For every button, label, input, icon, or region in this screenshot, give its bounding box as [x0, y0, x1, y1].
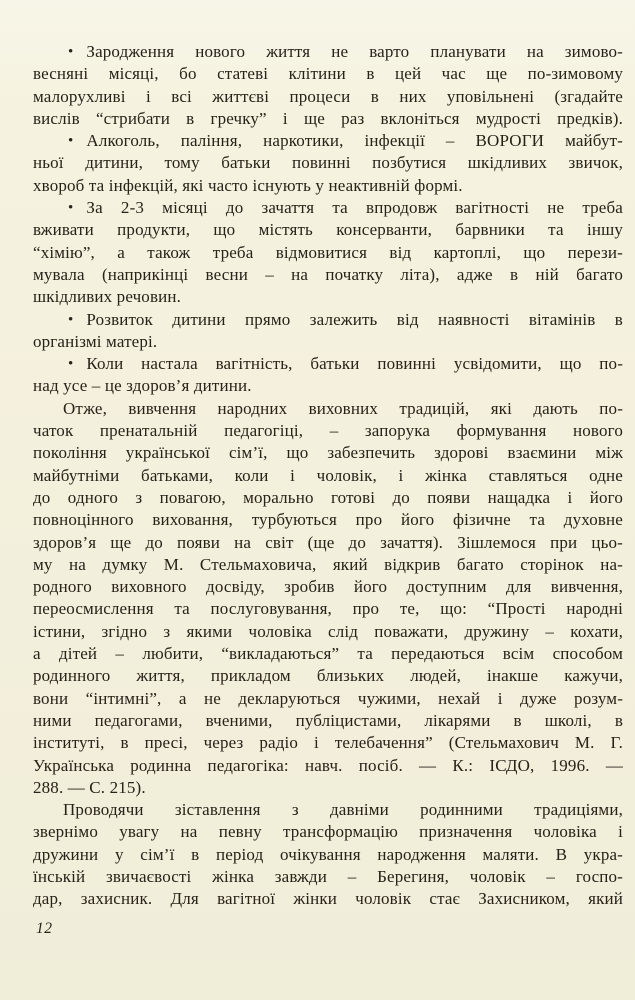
text-line [33, 353, 623, 375]
text-line: майбутніми батьками, коли і чоловік, і жінка ставляться одне [33, 465, 623, 485]
bullet-paragraph [33, 353, 623, 398]
text-line: Проводячи зіставлення з давніми родинними традиціями, [63, 800, 623, 820]
text-block [33, 41, 623, 911]
bullet-icon: • [68, 356, 74, 373]
bullet-icon: • [68, 133, 74, 150]
text-line: покоління української сім’ї, що забезпечить здорові взаємини між [33, 443, 623, 463]
text-line: дар, захисник. Для вагітної жінки чоловік стає Захисником, який [33, 889, 623, 909]
text-line-content: За 2-3 місяці до зачаття та впродовж вагітності не треба [86, 198, 623, 218]
text-line: а дітей – любити, “викладаються” та передаються всім способом [33, 644, 623, 664]
text-line: малорухливі і всі життєві процеси в них уповільнені (згадайте [33, 86, 623, 106]
text-line: хвороб та інфекцій, які часто існують у неактивній формі. [33, 175, 463, 195]
page-number: 12 [36, 920, 53, 937]
bullet-paragraph [33, 130, 623, 197]
text-line: “хімію”, а також треба відмовитися від картоплі, що перези- [33, 242, 623, 262]
text-line-content: Розвиток дитини прямо залежить від наявності вітамінів в [86, 309, 623, 329]
text-line: їнській звичаєвості жінка завжди – Берегиня, чоловік – госпо- [33, 866, 623, 886]
text-line-content: Коли настала вагітність, батьки повинні усвідомити, що по- [86, 354, 623, 374]
bullet-paragraph [33, 197, 623, 308]
text-line: вони “інтимні”, а не декларуються чужими, нехай і дуже розум- [33, 688, 623, 708]
text-line-content: Алкоголь, паління, наркотики, інфекції – ВОРОГИ майбут- [86, 131, 623, 151]
text-line [33, 130, 623, 152]
text-line: Отже, вивчення народних виховних традицій, які дають по- [63, 398, 623, 418]
text-line: мувала (наприкінці весни – на початку літа), адже в ній багато [33, 264, 623, 284]
bullet-icon: • [68, 200, 74, 217]
text-line: родного виховного досвіду, зробив його доступним для вивчення, [33, 577, 623, 597]
text-line: чаток пренатальній педагогіці, – запорука формування нового [33, 421, 623, 441]
text-line: весняні місяці, бо статеві клітини в цей час ще по-зимовому [33, 64, 623, 84]
bullet-icon: • [68, 311, 74, 328]
text-line: му на думку М. Стельмаховича, який відкрив багато сторінок на- [33, 554, 623, 574]
text-line: до одного з повагою, морально готові до появи нащадка і його [33, 487, 623, 507]
text-line: переосмислення та послуговування, про те, що: “Прості народні [33, 599, 623, 619]
text-line: ньої дитини, тому батьки повинні позбутися шкідливих звичок, [33, 153, 623, 173]
bullet-paragraph [33, 41, 623, 130]
text-line: родинного життя, прикладом близьких людей, інакше кажучи, [33, 666, 623, 686]
text-line: 288. — С. 215). [33, 777, 146, 797]
paragraph [33, 398, 623, 799]
text-line: істини, згідно з якими чоловіка слід поважати, дружину – кохати, [33, 621, 623, 641]
text-line: інституті, в пресі, через радіо і телебачення” (Стельмахович М. Г. [33, 733, 623, 753]
text-line-content: Зародження нового життя не варто планувати на зимово- [86, 42, 623, 61]
text-line: Українська родинна педагогіка: навч. посіб. — К.: ІСДО, 1996. — [33, 755, 623, 775]
text-line: дружини у сім’ї в період очікування народження маляти. В укра- [33, 844, 623, 864]
text-line: звернімо увагу на певну трансформацію призначення чоловіка і [33, 822, 623, 842]
text-line [33, 309, 623, 331]
text-line: вживати продукти, що містять консерванти, барвники та іншу [33, 220, 623, 240]
paragraph [33, 799, 623, 910]
text-line [33, 41, 623, 63]
text-line: вислів “стрибати в гречку” і ще раз вклоніться мудрості предків). [33, 108, 623, 128]
text-line: здоров’я ще до появи на світ (ще до зачаття). Зішлемося при цьо- [33, 532, 623, 552]
text-line: ними педагогами, вченими, публіцистами, лікарями в школі, в [33, 710, 623, 730]
text-line: над усе – це здоров’я дитини. [33, 376, 252, 396]
text-line: шкідливих речовин. [33, 287, 182, 307]
text-line: організмі матері. [33, 331, 158, 351]
bullet-icon: • [68, 44, 74, 60]
text-line [33, 197, 623, 219]
bullet-paragraph [33, 309, 623, 354]
text-line: повноцінного виховання, турбуються про його фізичне та духовне [33, 510, 623, 530]
